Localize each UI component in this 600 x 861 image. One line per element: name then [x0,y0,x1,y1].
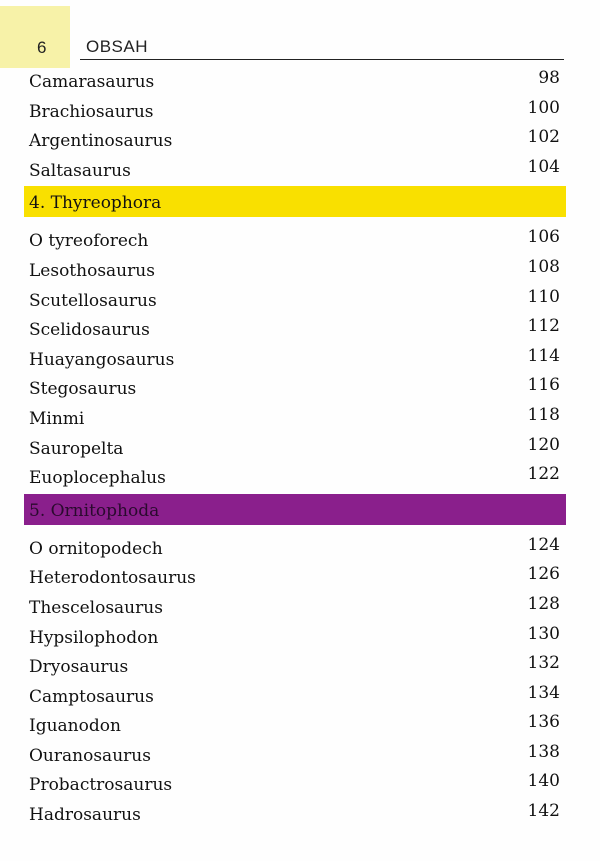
section-title: 5. Ornitophoda [29,500,160,521]
entry-title: Camarasaurus [29,72,155,92]
toc-entry[interactable] [0,155,600,185]
entry-title: Argentinosaurus [29,131,173,152]
entry-page: 112 [527,316,560,337]
entry-page: 142 [527,801,560,822]
toc-entry[interactable] [0,651,600,681]
entry-title: Heterodontosaurus [29,568,196,589]
toc-entry[interactable] [0,373,600,403]
entry-page: 140 [527,771,560,792]
entry-title: Ouranosaurus [29,745,151,766]
page-title: OBSAH [86,37,149,56]
entry-title: O ornitopodech [29,538,163,559]
toc-entry[interactable] [0,344,600,374]
entry-page: 104 [527,156,560,177]
entry-page: 118 [527,404,560,425]
section-heading-thyreophora[interactable] [0,186,600,217]
entry-title: Huayangosaurus [29,349,175,370]
page-number: 6 [37,38,47,57]
page-number-tab [0,6,70,68]
toc-entry[interactable] [0,66,600,96]
entry-title: Scutellosaurus [29,290,157,311]
entry-title: Minmi [29,408,85,429]
entry-page: 134 [527,682,560,703]
entry-title: Euoplocephalus [29,468,166,489]
entry-title: Dryosaurus [29,657,129,678]
toc-entry[interactable] [0,562,600,592]
entry-title: Scelidosaurus [29,320,150,341]
entry-page: 98 [538,68,560,88]
section-heading-ornitophoda[interactable] [0,494,600,525]
toc-entry[interactable] [0,740,600,770]
toc-entry[interactable] [0,681,600,711]
entry-title: Hadrosaurus [29,805,141,826]
entry-page: 130 [527,623,560,644]
entry-title: Hypsilophodon [29,627,159,648]
entry-page: 124 [527,534,560,555]
toc-entry[interactable] [0,622,600,652]
entry-title: O tyreoforech [29,231,149,252]
entry-title: Lesothosaurus [29,260,155,281]
entry-title: Thescelosaurus [29,597,163,618]
entry-page: 114 [527,345,560,366]
entry-title: Sauropelta [29,438,124,459]
entry-title: Iguanodon [29,716,121,737]
entry-title: Probactrosaurus [29,775,173,796]
toc-entry[interactable] [0,225,600,255]
toc-entry[interactable] [0,96,600,126]
entry-title: Saltasaurus [29,160,131,181]
entry-page: 132 [527,653,560,674]
toc-entry[interactable] [0,462,600,492]
entry-page: 116 [527,375,560,396]
toc-entry[interactable] [0,769,600,799]
entry-page: 138 [527,741,560,762]
toc-entry[interactable] [0,314,600,344]
toc-entry[interactable] [0,799,600,829]
toc-entry[interactable] [0,710,600,740]
entry-title: Camptosaurus [29,686,154,707]
entry-page: 122 [527,464,560,485]
entry-page: 136 [527,712,560,733]
table-of-contents [0,66,600,829]
toc-entry[interactable] [0,592,600,622]
toc-entry[interactable] [0,125,600,155]
entry-page: 108 [527,256,560,277]
section-title: 4. Thyreophora [29,193,162,214]
entry-page: 110 [527,286,560,307]
entry-page: 102 [527,127,560,148]
toc-entry[interactable] [0,433,600,463]
toc-entry[interactable] [0,533,600,563]
entry-page: 100 [527,97,560,118]
entry-page: 128 [527,593,560,614]
entry-page: 120 [527,434,560,455]
entry-page: 126 [527,564,560,585]
entry-title: Brachiosaurus [29,101,154,122]
entry-page: 106 [527,227,560,248]
header-rule [80,59,564,60]
toc-entry[interactable] [0,403,600,433]
toc-entry[interactable] [0,255,600,285]
toc-entry[interactable] [0,285,600,315]
entry-title: Stegosaurus [29,379,137,400]
